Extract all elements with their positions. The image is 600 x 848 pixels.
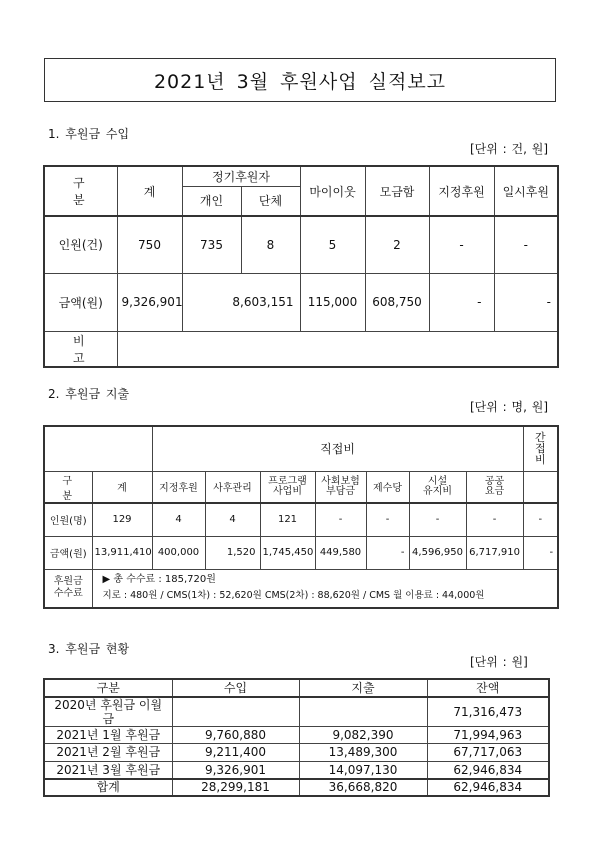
cell-designated: 400,000 — [152, 536, 205, 569]
cell-individual: 735 — [182, 216, 241, 273]
cell-expense: 13,489,300 — [299, 744, 427, 762]
header-category: 구 분 — [44, 166, 117, 216]
table-row — [44, 726, 549, 744]
header-allowance: 제수당 — [366, 471, 409, 503]
cell-expense: 9,082,390 — [299, 726, 427, 744]
income-table — [43, 165, 559, 368]
row-label: 비 고 — [44, 331, 117, 367]
table-row — [44, 697, 549, 727]
cell-program: 1,745,450 — [260, 536, 315, 569]
header-temporary: 일시후원 — [494, 166, 558, 216]
cell-expense: 36,668,820 — [299, 779, 427, 797]
fee-label-line1: 후원금 — [53, 576, 83, 588]
cell-group: 8 — [241, 216, 300, 273]
cell-temporary: - — [494, 273, 558, 331]
header-insurance — [315, 471, 366, 503]
header-balance: 잔액 — [427, 679, 549, 697]
cell-income: 9,760,880 — [172, 726, 299, 744]
row-label — [44, 569, 92, 608]
cell-myioot: 5 — [300, 216, 365, 273]
cell-note — [117, 331, 558, 367]
header-aftercare: 사후관리 — [205, 471, 260, 503]
status-total-row — [44, 779, 549, 797]
cell-total: 129 — [92, 503, 152, 536]
section2-heading: 2. 후원금 지출 — [48, 387, 130, 401]
facility-line1: 시설 — [427, 475, 448, 487]
header-program — [260, 471, 315, 503]
header-designated: 지정후원 — [152, 471, 205, 503]
header-indirect-blank — [523, 471, 558, 503]
header-myioot: 마이이웃 — [300, 166, 365, 216]
utility-line2: 요금 — [484, 485, 505, 497]
status-table — [43, 678, 550, 797]
cell-utility: 6,717,910 — [466, 536, 523, 569]
expense-header-row — [44, 426, 558, 471]
document-title: 2021년 3월 후원사업 실적보고 — [153, 70, 447, 93]
cell-myioot: 115,000 — [300, 273, 365, 331]
cell-designated: 4 — [152, 503, 205, 536]
expense-subheader-row — [44, 471, 558, 503]
cell-indirect: - — [523, 536, 558, 569]
row-label: 2020년 후원금 이월금 — [44, 697, 172, 727]
facility-line2: 유지비 — [423, 485, 452, 497]
cell-expense: 14,097,130 — [299, 761, 427, 779]
cell-balance: 71,994,963 — [427, 726, 549, 744]
table-row — [44, 761, 549, 779]
row-label: 인원(건) — [44, 216, 117, 273]
row-label: 2021년 1월 후원금 — [44, 726, 172, 744]
fee-summary: ▶ 총 수수료 : 185,720원 — [102, 574, 216, 586]
income-note-row — [44, 331, 558, 367]
header-total: 계 — [117, 166, 182, 216]
table-row — [44, 744, 549, 762]
expense-count-row — [44, 503, 558, 536]
header-blank — [44, 426, 152, 471]
income-count-row — [44, 216, 558, 273]
insurance-line1: 사회보험 — [321, 475, 360, 487]
cell-total: 9,326,901 — [117, 273, 182, 331]
cell-income: 9,326,901 — [172, 761, 299, 779]
cell-insurance: - — [315, 503, 366, 536]
header-utility — [466, 471, 523, 503]
header-regular-donors: 정기후원자 — [182, 166, 300, 186]
cell-income: 9,211,400 — [172, 744, 299, 762]
cell-aftercare: 4 — [205, 503, 260, 536]
cell-balance: 67,717,063 — [427, 744, 549, 762]
cell-regular-combined: 8,603,151 — [182, 273, 300, 331]
section3-unit: [단위 : 원] — [470, 655, 528, 669]
header-expense: 지출 — [299, 679, 427, 697]
cell-donation-box: 2 — [365, 216, 429, 273]
section3-heading: 3. 후원금 현황 — [48, 642, 130, 656]
cell-insurance: 449,580 — [315, 536, 366, 569]
income-header-row — [44, 166, 558, 186]
header-income: 수입 — [172, 679, 299, 697]
cell-allowance: - — [366, 536, 409, 569]
row-label: 합계 — [44, 779, 172, 797]
expense-amount-row — [44, 536, 558, 569]
cell-facility: 4,596,950 — [409, 536, 466, 569]
cell-aftercare: 1,520 — [205, 536, 260, 569]
status-header-row — [44, 679, 549, 697]
header-category: 구분 — [44, 679, 172, 697]
income-amount-row — [44, 273, 558, 331]
header-direct-costs: 직접비 — [152, 426, 523, 471]
insurance-line2: 부담금 — [326, 485, 355, 497]
cell-total: 750 — [117, 216, 182, 273]
cell-donation-box: 608,750 — [365, 273, 429, 331]
cell-allowance: - — [366, 503, 409, 536]
row-label: 인원(명) — [44, 503, 92, 536]
fee-detail: 지로 : 480원 / CMS(1차) : 52,620원 CMS(2차) : 88,620원 / CMS 월 이용료 : 44,000원 — [102, 590, 485, 602]
cell-balance: 62,946,834 — [427, 779, 549, 797]
cell-designated: - — [429, 216, 494, 273]
row-label: 금액(원) — [44, 536, 92, 569]
header-total: 계 — [92, 471, 152, 503]
cell-income — [172, 697, 299, 727]
cell-program: 121 — [260, 503, 315, 536]
utility-line1: 공공 — [484, 475, 505, 487]
section1-unit: [단위 : 건, 원] — [470, 142, 549, 156]
row-label: 금액(원) — [44, 273, 117, 331]
header-designated: 지정후원 — [429, 166, 494, 216]
program-line2: 사업비 — [273, 485, 302, 497]
cell-temporary: - — [494, 216, 558, 273]
document-title-box — [44, 58, 556, 102]
cell-expense — [299, 697, 427, 727]
program-line1: 프로그램 — [268, 475, 307, 487]
cell-balance: 62,946,834 — [427, 761, 549, 779]
section1-heading: 1. 후원금 수입 — [48, 127, 130, 141]
expense-table — [43, 425, 559, 609]
cell-fee-details — [92, 569, 558, 608]
cell-designated: - — [429, 273, 494, 331]
section2-unit: [단위 : 명, 원] — [470, 400, 549, 414]
row-label: 2021년 2월 후원금 — [44, 744, 172, 762]
expense-fee-row — [44, 569, 558, 608]
fee-label-line2: 수수료 — [53, 588, 83, 600]
header-category: 구 분 — [44, 471, 92, 503]
cell-total: 13,911,410 — [92, 536, 152, 569]
indirect-costs-label: 간접비 — [535, 431, 546, 467]
header-facility — [409, 471, 466, 503]
header-group: 단체 — [241, 186, 300, 216]
header-donation-box: 모금함 — [365, 166, 429, 216]
cell-utility: - — [466, 503, 523, 536]
cell-income: 28,299,181 — [172, 779, 299, 797]
cell-facility: - — [409, 503, 466, 536]
header-individual: 개인 — [182, 186, 241, 216]
cell-balance: 71,316,473 — [427, 697, 549, 727]
header-indirect-costs — [523, 426, 558, 471]
cell-indirect: - — [523, 503, 558, 536]
row-label: 2021년 3월 후원금 — [44, 761, 172, 779]
